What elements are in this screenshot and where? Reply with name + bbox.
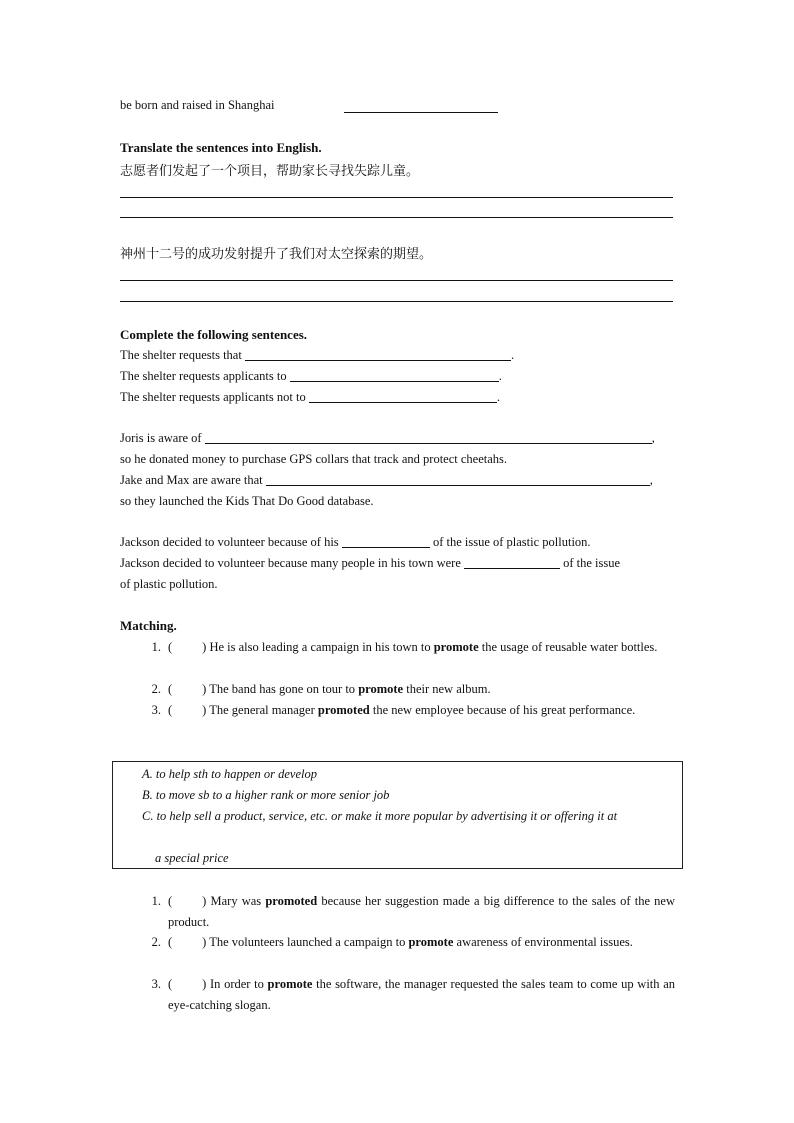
keyword: promote xyxy=(267,977,313,991)
jackson-line-2 xyxy=(120,556,620,571)
jackson-line-3: of plastic pollution. xyxy=(120,577,218,591)
complete-blank-3[interactable] xyxy=(309,390,497,403)
translate-sentence-2: 神州十二号的成功发射提升了我们对太空探索的期望。 xyxy=(120,247,433,262)
matching2-item-1 xyxy=(120,891,675,933)
item-number: 1. xyxy=(151,894,161,908)
period: . xyxy=(498,369,502,383)
joris-line-1 xyxy=(120,431,655,446)
comma: , xyxy=(649,473,653,487)
keyword: promote xyxy=(408,935,454,949)
complete-line-1-text: The shelter requests that xyxy=(120,348,242,362)
matching2-item-2 xyxy=(120,932,675,953)
complete-line-1 xyxy=(120,348,514,363)
complete-line-2 xyxy=(120,369,502,384)
jake-blank[interactable] xyxy=(266,473,650,486)
paren-open: ( xyxy=(168,977,173,991)
joris-blank[interactable] xyxy=(205,431,652,444)
translate-answer-line-2b[interactable] xyxy=(120,301,673,302)
joris-line-2: so he donated money to purchase GPS collars that track and protect cheetahs. xyxy=(120,452,508,466)
jackson-1b: of the issue of plastic pollution. xyxy=(432,535,591,549)
matching-item-1 xyxy=(120,637,675,658)
item-number: 2. xyxy=(151,935,161,949)
paren-open: ( xyxy=(168,703,173,717)
jackson-blank-1[interactable] xyxy=(342,535,430,548)
jackson-2b: of the issue xyxy=(563,556,621,570)
definition-c-continued: a special price xyxy=(155,851,229,865)
jake-line-2: so they launched the Kids That Do Good database. xyxy=(120,494,374,508)
complete-blank-1[interactable] xyxy=(245,348,511,361)
complete-heading: Complete the following sentences. xyxy=(120,327,308,342)
matching-item-3 xyxy=(120,700,675,721)
matching-heading: Matching. xyxy=(120,618,177,633)
paren-close: ) xyxy=(202,703,207,717)
phrase-text: be born and raised in Shanghai xyxy=(120,98,275,112)
jackson-blank-2[interactable] xyxy=(464,556,560,569)
translate-answer-line-2a[interactable] xyxy=(120,280,673,281)
item-before: Mary was xyxy=(210,894,262,908)
item-before: In order to xyxy=(210,977,264,991)
keyword: promote xyxy=(358,682,404,696)
paren-open: ( xyxy=(168,640,173,654)
jackson-1a: Jackson decided to volunteer because of his xyxy=(120,535,339,549)
paren-close: ) xyxy=(202,977,207,991)
definition-b: B. to move sb to a higher rank or more senior job xyxy=(142,788,390,802)
item-before: He is also leading a campaign in his town to xyxy=(209,640,431,654)
item-before: The general manager xyxy=(209,703,315,717)
item-number: 3. xyxy=(151,977,161,991)
definition-c: C. to help sell a product, service, etc. or make it more popular by advertising it or offering it at xyxy=(142,809,618,823)
item-before: The volunteers launched a campaign to xyxy=(209,935,406,949)
definitions-box xyxy=(112,761,683,869)
jake-line-1 xyxy=(120,473,653,488)
matching-item-2 xyxy=(120,679,675,700)
item-after: because her suggestion made a big difference to the sales of the new product. xyxy=(168,894,676,929)
item-number: 3. xyxy=(151,703,161,717)
translate-answer-line-1a[interactable] xyxy=(120,197,673,198)
joris-text: Joris is aware of xyxy=(120,431,202,445)
translate-heading: Translate the sentences into English. xyxy=(120,140,322,155)
definition-a: A. to help sth to happen or develop xyxy=(142,767,317,781)
jackson-line-1 xyxy=(120,535,591,550)
item-after: the usage of reusable water bottles. xyxy=(481,640,658,654)
item-number: 1. xyxy=(151,640,161,654)
paren-open: ( xyxy=(168,894,173,908)
keyword: promoted xyxy=(265,894,318,908)
period: . xyxy=(496,390,500,404)
complete-line-2-text: The shelter requests applicants to xyxy=(120,369,287,383)
paren-close: ) xyxy=(202,894,207,908)
item-number: 2. xyxy=(151,682,161,696)
paren-close: ) xyxy=(202,640,207,654)
keyword: promote xyxy=(433,640,479,654)
translate-answer-line-1b[interactable] xyxy=(120,217,673,218)
paren-close: ) xyxy=(202,682,207,696)
item-after: their new album. xyxy=(406,682,491,696)
complete-blank-2[interactable] xyxy=(290,369,499,382)
item-before: The band has gone on tour to xyxy=(209,682,356,696)
complete-line-3-text: The shelter requests applicants not to xyxy=(120,390,306,404)
paren-open: ( xyxy=(168,682,173,696)
item-after: the new employee because of his great performance. xyxy=(372,703,636,717)
item-after: the software, the manager requested the sales team to come up with an eye-catching slogan. xyxy=(168,977,675,1012)
translate-sentence-1: 志愿者们发起了一个项目，帮助家长寻找失踪儿童。 xyxy=(120,164,420,179)
matching2-item-3 xyxy=(120,974,675,1016)
paren-close: ) xyxy=(202,935,207,949)
jake-text: Jake and Max are aware that xyxy=(120,473,263,487)
jackson-2a: Jackson decided to volunteer because many people in his town were xyxy=(120,556,461,570)
complete-line-3 xyxy=(120,390,500,405)
paren-open: ( xyxy=(168,935,173,949)
phrase-row xyxy=(120,98,274,113)
comma: , xyxy=(651,431,655,445)
item-after: awareness of environmental issues. xyxy=(456,935,633,949)
phrase-answer-blank[interactable] xyxy=(344,112,498,113)
keyword: promoted xyxy=(317,703,370,717)
period: . xyxy=(510,348,515,362)
